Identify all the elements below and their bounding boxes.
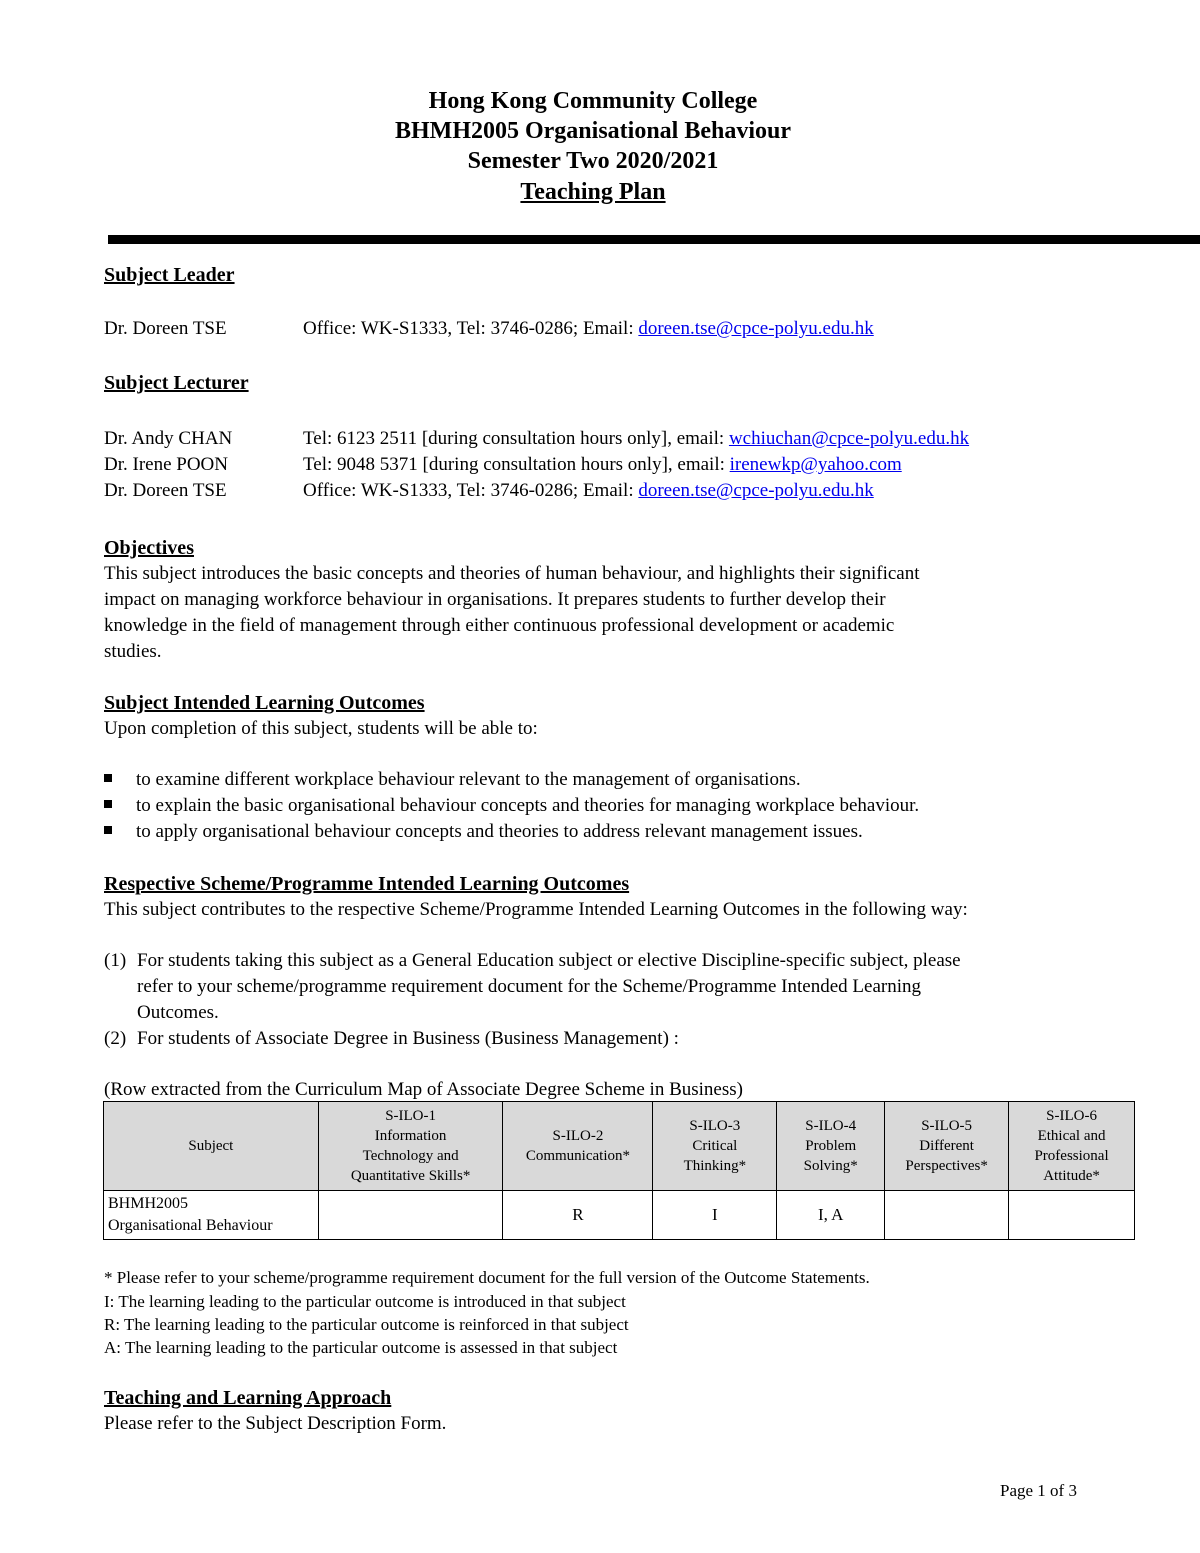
- subject-leader-contact: [303, 316, 874, 342]
- teaching-approach-text: Please refer to the Subject Description Form.: [104, 1413, 447, 1434]
- table-cell: I: [653, 1191, 777, 1240]
- header-line: Different: [919, 1138, 974, 1154]
- note-line: A: The learning leading to the particular outcome is assessed in that subject: [104, 1338, 618, 1357]
- list-item-text: to explain the basic organisational behaviour concepts and theories for managing workplace behaviour.: [136, 795, 920, 816]
- lecturer-name: Dr. Doreen TSE: [104, 480, 227, 501]
- objectives-line: knowledge in the field of management through either continuous professional development or academic: [104, 615, 895, 636]
- note-line: R: The learning leading to the particular outcome is reinforced in that subject: [104, 1315, 629, 1334]
- objectives-line: studies.: [104, 641, 162, 662]
- header-line: Quantitative Skills*: [350, 1168, 471, 1184]
- subject-leader-name: Dr. Doreen TSE: [104, 318, 227, 339]
- header-silo-4: [777, 1102, 885, 1191]
- item-body: [137, 948, 1137, 1026]
- email-link[interactable]: wchiuchan@cpce-polyu.edu.hk: [728, 428, 970, 449]
- square-bullet-icon: [104, 826, 112, 834]
- table-cell: [885, 1191, 1009, 1240]
- lecturer-name: Dr. Andy CHAN: [104, 428, 233, 449]
- header-subject: [104, 1102, 319, 1191]
- email-link[interactable]: doreen.tse@cpce-polyu.edu.hk: [638, 318, 874, 339]
- doc-title: Teaching Plan: [520, 179, 666, 205]
- table-cell: [318, 1191, 503, 1240]
- subject-cell: [104, 1191, 319, 1240]
- header-silo-5: [885, 1102, 1009, 1191]
- item-line: refer to your scheme/programme requirement document for the Scheme/Programme Intended Learning: [137, 976, 921, 997]
- objectives-heading: Objectives: [104, 537, 194, 559]
- header-line: Problem: [805, 1138, 857, 1154]
- header-line: Perspectives*: [905, 1158, 988, 1174]
- list-item: [104, 793, 919, 819]
- header-line: Technology and: [362, 1148, 459, 1164]
- subject-title: BHMH2005 Organisational Behaviour: [394, 118, 792, 144]
- item-line: Outcomes.: [137, 1002, 219, 1023]
- silo-heading: Subject Intended Learning Outcomes: [104, 692, 425, 714]
- contact-text: Tel: 9048 5371 [during consultation hours only], email:: [303, 454, 730, 475]
- page-number: Page 1 of 3: [1000, 1481, 1077, 1500]
- header-line: S-ILO-4: [805, 1118, 857, 1134]
- header-silo-3: [653, 1102, 777, 1191]
- contact-text: Tel: 6123 2511 [during consultation hours only], email:: [303, 428, 729, 449]
- header-line: Attitude*: [1043, 1168, 1100, 1184]
- header-line: S-ILO-1: [385, 1108, 437, 1124]
- note-line: * Please refer to your scheme/programme requirement document for the full version of the Outcome Statements.: [104, 1268, 870, 1287]
- contact-text: Office: WK-S1333, Tel: 3746-0286; Email:: [303, 480, 639, 501]
- table-cell: R: [503, 1191, 653, 1240]
- header-line: Communication*: [525, 1148, 631, 1164]
- subject-lecturer-heading: Subject Lecturer: [104, 372, 249, 394]
- curriculum-map-table: [103, 1101, 1135, 1240]
- spilo-intro: This subject contributes to the respective Scheme/Programme Intended Learning Outcomes in the following way:: [104, 899, 968, 920]
- item-number: (1): [104, 950, 127, 971]
- header-silo-1: [318, 1102, 503, 1191]
- lecturer-name: Dr. Irene POON: [104, 454, 229, 475]
- header-line: Professional: [1034, 1148, 1109, 1164]
- header-line: S-ILO-3: [689, 1118, 741, 1134]
- objectives-line: impact on managing workforce behaviour in organisations. It prepares students to further develop their: [104, 589, 886, 610]
- header-silo-6: [1009, 1102, 1135, 1191]
- list-item: [104, 767, 801, 793]
- table-cell: [1009, 1191, 1135, 1240]
- semester-title: Semester Two 2020/2021: [467, 148, 719, 174]
- header-silo-2: [503, 1102, 653, 1191]
- silo-intro: Upon completion of this subject, students will be able to:: [104, 718, 538, 739]
- list-item-text: to examine different workplace behaviour relevant to the management of organisations.: [136, 769, 801, 790]
- lecturer-contact: [303, 452, 902, 478]
- square-bullet-icon: [104, 800, 112, 808]
- list-item-text: to apply organisational behaviour concepts and theories to address relevant management issues.: [136, 821, 863, 842]
- email-link[interactable]: irenewkp@yahoo.com: [729, 454, 902, 475]
- header-line: Critical: [692, 1138, 738, 1154]
- subject-code: BHMH2005: [108, 1195, 189, 1212]
- header-line: S-ILO-2: [552, 1128, 604, 1144]
- header-line: Subject: [188, 1138, 234, 1154]
- lecturer-contact: [303, 426, 969, 452]
- teaching-approach-heading: Teaching and Learning Approach: [104, 1387, 392, 1409]
- contact-text: Office: WK-S1333, Tel: 3746-0286; Email:: [303, 318, 639, 339]
- item-line: For students taking this subject as a General Education subject or elective Discipline-specific subject, please: [137, 950, 961, 971]
- item-body: [137, 1026, 1137, 1052]
- item-number: (2): [104, 1028, 127, 1049]
- table-caption: (Row extracted from the Curriculum Map of Associate Degree Scheme in Business): [104, 1079, 743, 1100]
- note-line: I: The learning leading to the particular outcome is introduced in that subject: [104, 1292, 626, 1311]
- objectives-line: This subject introduces the basic concepts and theories of human behaviour, and highlights their significant: [104, 563, 920, 584]
- list-item: [104, 819, 863, 845]
- table-header-row: [104, 1102, 1135, 1191]
- subject-name: Organisational Behaviour: [108, 1217, 273, 1234]
- spilo-heading: Respective Scheme/Programme Intended Learning Outcomes: [104, 873, 630, 895]
- header-line: Information: [374, 1128, 447, 1144]
- institution-title: Hong Kong Community College: [428, 88, 758, 114]
- square-bullet-icon: [104, 774, 112, 782]
- header-divider: [108, 235, 1200, 244]
- lecturer-contact: [303, 478, 874, 504]
- header-line: S-ILO-5: [921, 1118, 973, 1134]
- header-line: S-ILO-6: [1046, 1108, 1097, 1124]
- table-row: [104, 1191, 1135, 1240]
- table-cell: I, A: [777, 1191, 885, 1240]
- email-link[interactable]: doreen.tse@cpce-polyu.edu.hk: [638, 480, 874, 501]
- item-line: For students of Associate Degree in Business (Business Management) :: [137, 1028, 679, 1049]
- header-line: Solving*: [803, 1158, 858, 1174]
- header-line: Thinking*: [683, 1158, 747, 1174]
- header-line: Ethical and: [1037, 1128, 1106, 1144]
- subject-leader-heading: Subject Leader: [104, 264, 235, 286]
